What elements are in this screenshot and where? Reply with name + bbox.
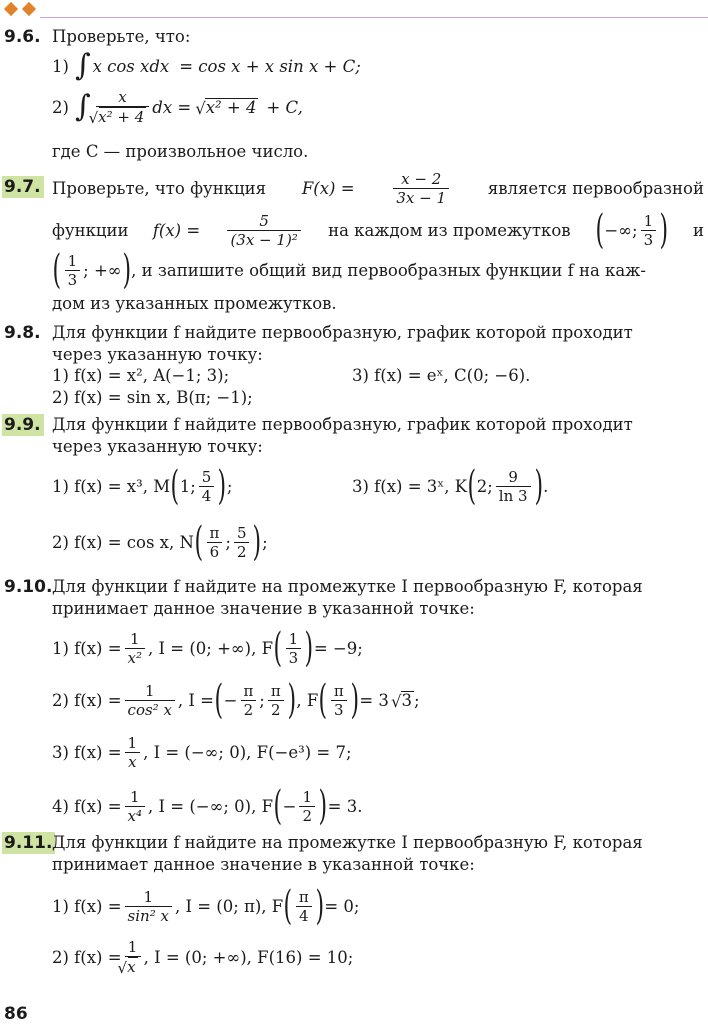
integral-icon: ∫ [74, 48, 91, 83]
problem-9-6 [0, 26, 708, 166]
fraction: $\frac{5}{\text{(3x − 1)²}}$ [227, 212, 300, 249]
problem-item: 1) f(x) = x², A(−1; 3); [52, 366, 230, 385]
problem-item: 1) f(x) = $\frac{1}{\text{x²}}$ , I = (0; +∞), F ( 1 3 ) = −9; [52, 625, 363, 671]
problem-number: 9.8. [4, 323, 41, 343]
diamond-icon [22, 2, 36, 16]
problem-item: 2) ∫ x √ x² + 4 dx = √ x² + 4 + C, [52, 88, 303, 126]
problem-item: 2) f(x) = 1 √ x , I = (0; +∞), F(16) = 10; [52, 938, 353, 976]
problem-number: 9.9. [2, 414, 44, 436]
problem-9-9: 9.9. Для функции f найдите первообразную, график которой проходит через указанную точку: 1) f(x) = x³, M ( 1; 5 4 ) ; 3) f(x) = 3ˣ, K ( 2; 9 ln 3 ) . 2) f(x) = cos x, N ( π 6 ; 5 2 ) ; [4, 415, 633, 565]
problem-item: 2) f(x) = cos x, N ( π 6 ; 5 2 ) ; [52, 519, 268, 565]
problem-9-8: 9.8. Для функции f найдите первообразную, график которой проходит через указанную точку: 1) f(x) = x², A(−1; 3); 3) f(x) = eˣ, C(0; −6). 2) f(x) = sin x, B(π; −1); [4, 323, 633, 407]
problem-number: 9.7. [2, 176, 44, 198]
problem-line: дом из указанных промежутков. [52, 294, 337, 313]
problem-text: Проверьте, что: [52, 27, 191, 46]
problem-number: 9.6. [4, 27, 41, 47]
interval: ( −∞; 1 3 ) [595, 207, 669, 253]
problem-number: 9.11. [2, 832, 55, 854]
problem-line: Проверьте, что функция F(x) = $\frac{x - 2}{3x - 1}$ является первообразной [52, 170, 704, 207]
problem-item: 3) f(x) = $\frac{1}{x}$ , I = (−∞; 0), F(−e³) = 7; [52, 734, 352, 771]
problem-9-7 [0, 170, 708, 320]
problem-item: 3) f(x) = 3ˣ, K ( 2; 9 ln 3 ) . [352, 463, 549, 509]
problem-number: 9.10. [4, 577, 53, 597]
problem-item: 3) f(x) = eˣ, C(0; −6). [352, 366, 531, 385]
problem-item: 2) f(x) = $\frac{1}{\text{cos² x}}$ , I = ( − $\frac{\pi}{2}$ ; π 2 ) , F ( π 3 ) = 3 √ 3 ; [52, 680, 420, 720]
problem-item: 1) f(x) = $\frac{1}{\text{sin² x}}$ , I = (0; π), F ( π 4 ) = 0; [52, 883, 360, 929]
problem-item: 1) ∫ x cos xdx = cos x + x sin x + C; [52, 48, 361, 83]
page-number: 86 [4, 1004, 28, 1024]
problem-item: 2) f(x) = sin x, B(π; −1); [52, 388, 253, 407]
problem-line: ( 1 3 ; +∞ ) , и запишите общий вид первообразных функции f на каж- [52, 247, 646, 293]
problem-item: 4) f(x) = $\frac{1}{\text{x⁴}}$ , I = (−∞; 0), F ( − $\frac{1}{2}$ ) = 3. [52, 783, 363, 829]
header-divider [40, 17, 708, 18]
problem-9-11: 9.11. Для функции f найдите на промежутке I первообразную F, которая принимает данное значение в указанной точке: 1) f(x) = $\frac{1}{\text{sin² x}}$ , I = (0; π), F ( π 4 ) = 0; 2) f(x) = 1 √ x , I = (0; +∞), F(16) = 10; [0, 832, 708, 992]
problem-item: 1) f(x) = x³, M ( 1; 5 4 ) ; [52, 463, 233, 509]
fraction: $\frac{x - 2}{3x - 1}$ [393, 170, 449, 207]
diamond-icon [4, 2, 18, 16]
fraction: x √ x² + 4 [96, 88, 150, 126]
problem-note: где C — произвольное число. [52, 142, 309, 161]
problem-line: функции f(x) = $\frac{5}{\text{(3x − 1)²}}$ на каждом из промежутков ( −∞; 1 3 ) и [52, 207, 704, 253]
problem-9-10: 9.10. Для функции f найдите на промежутке I первообразную F, которая принимает данное значение в указанной точке: 1) f(x) = $\frac{1}{\text{x²}}$ , I = (0; +∞), F ( 1 3 ) = −9; 2) f(x) = $\frac{1}{\text{cos² x}}$ , I = ( − $\frac{\pi}{2}$ ; π 2 ) , F ( π 3 ) = 3 √ 3 ; 3) f(x) = $\frac{1}{x}$ , I = (−∞; 0), F(−e³) = 7; 4) f(x) = $\frac{1}{\text{x⁴}}$ , I = (−∞; 0), F ( − $\frac{1}{2}$ ) = 3. [0, 576, 708, 826]
page-header-decoration [0, 0, 708, 18]
integral-icon: ∫ [74, 89, 91, 124]
